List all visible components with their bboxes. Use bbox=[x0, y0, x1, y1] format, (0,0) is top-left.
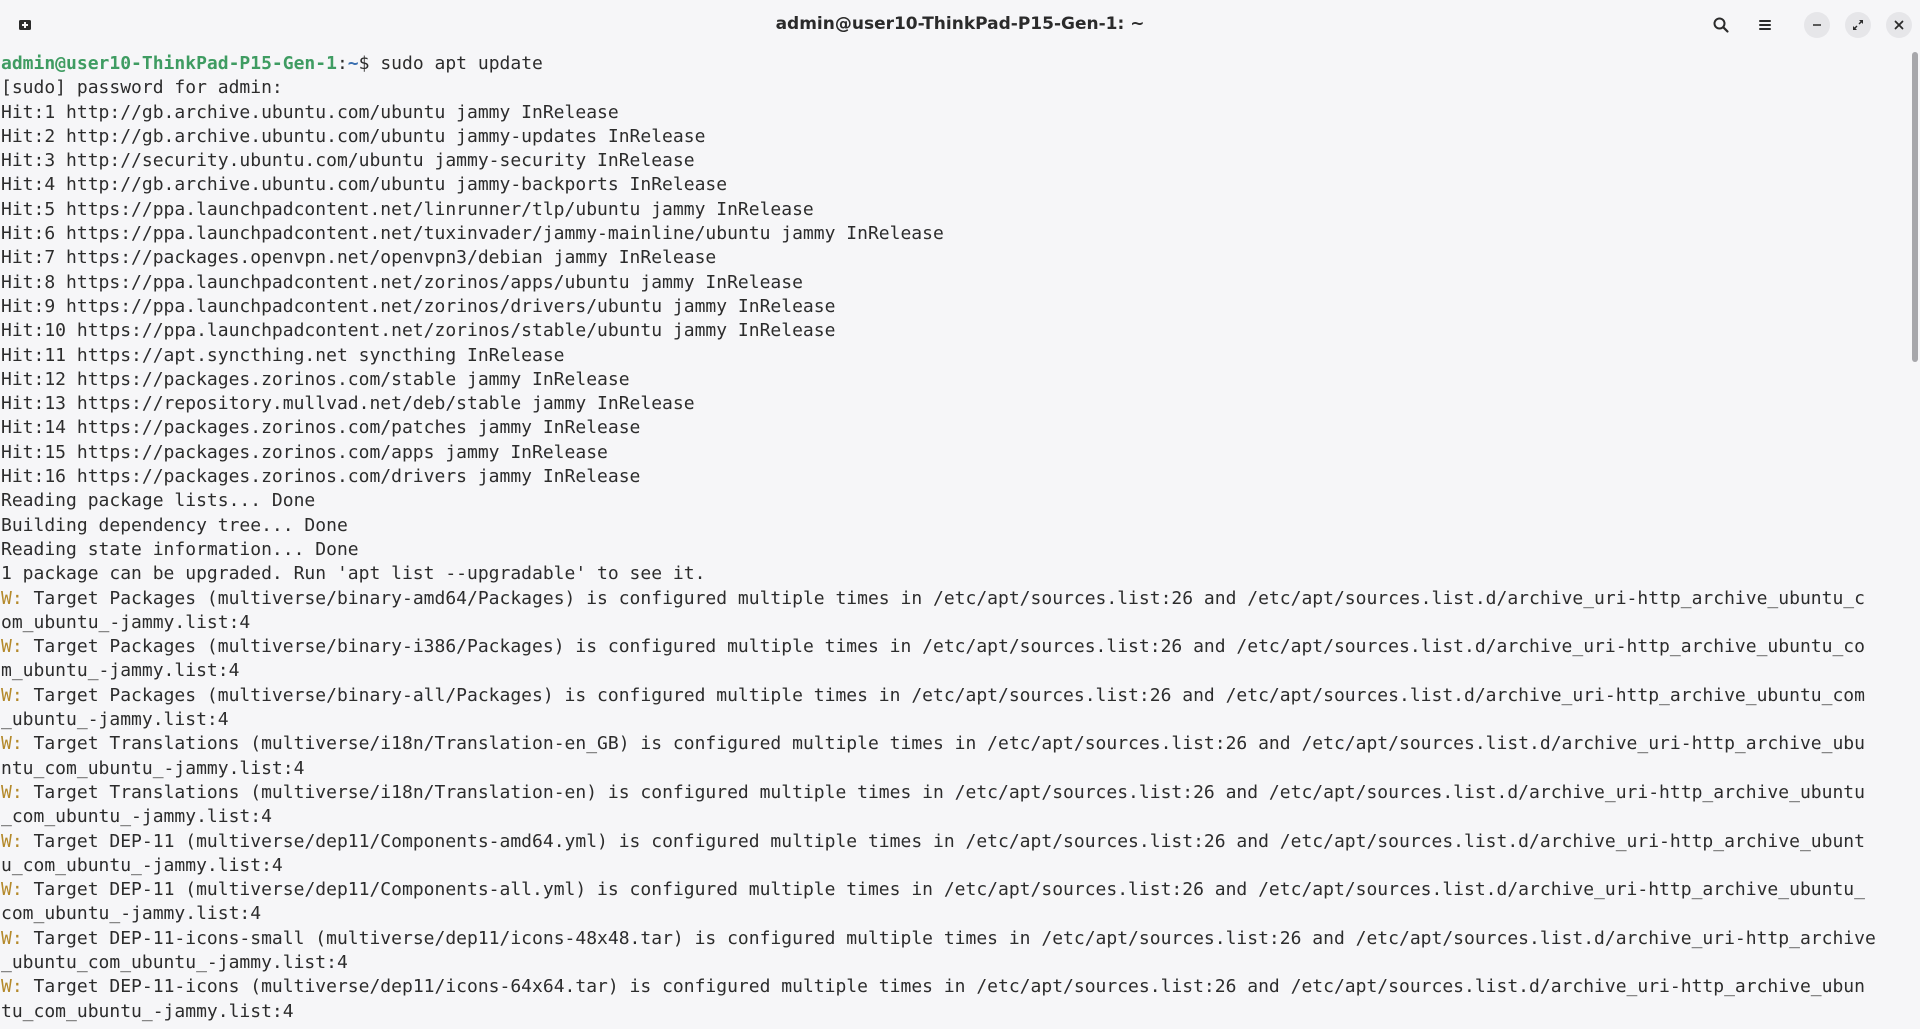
warning-line-continuation: com_ubuntu_-jammy.list:4 bbox=[1, 903, 262, 925]
warning-line-continuation: ntu_com_ubuntu_-jammy.list:4 bbox=[1, 757, 305, 779]
close-icon bbox=[1893, 19, 1905, 31]
output-line: Hit:14 https://packages.zorinos.com/patches jammy InRelease bbox=[1, 417, 641, 439]
output-line: Hit:5 https://ppa.launchpadcontent.net/linrunner/tlp/ubuntu jammy InRelease bbox=[1, 198, 814, 220]
warning-message: Target Packages (multiverse/binary-all/Packages) is configured multiple times in /etc/apt/sources.list:26 and /etc/apt/sources.list.d/archive_uri-http_archive_ubuntu_com bbox=[22, 684, 1865, 706]
warning-message: Target Packages (multiverse/binary-i386/Packages) is configured multiple times in /etc/apt/sources.list:26 and /etc/apt/sources.list.d/archive_uri-http_archive_ubuntu_co bbox=[22, 636, 1865, 658]
warning-line-continuation: _ubuntu_com_ubuntu_-jammy.list:4 bbox=[1, 951, 348, 973]
warning-line-continuation: u_com_ubuntu_-jammy.list:4 bbox=[1, 854, 283, 876]
output-line: Hit:7 https://packages.openvpn.net/openvpn3/debian jammy InRelease bbox=[1, 247, 717, 269]
scrollbar[interactable] bbox=[1910, 48, 1920, 1029]
warning-tag: W: bbox=[1, 587, 23, 609]
restore-icon bbox=[1852, 19, 1864, 31]
warning-line bbox=[0, 878, 1910, 902]
minimize-icon bbox=[1811, 19, 1823, 31]
warning-tag: W: bbox=[1, 781, 23, 803]
output-line: Building dependency tree... Done bbox=[1, 514, 348, 536]
output-line: Hit:9 https://ppa.launchpadcontent.net/zorinos/drivers/ubuntu jammy InRelease bbox=[1, 295, 836, 317]
warning-tag: W: bbox=[1, 927, 23, 949]
prompt-line bbox=[0, 52, 1910, 76]
output-line: Hit:16 https://packages.zorinos.com/drivers jammy InRelease bbox=[1, 466, 641, 488]
output-line: Hit:11 https://apt.syncthing.net syncthing InRelease bbox=[1, 344, 565, 366]
output-line: Hit:10 https://ppa.launchpadcontent.net/zorinos/stable/ubuntu jammy InRelease bbox=[1, 320, 836, 342]
warning-line-continuation: tu_com_ubuntu_-jammy.list:4 bbox=[1, 1000, 294, 1022]
prompt-separator: : bbox=[336, 53, 348, 74]
warning-tag: W: bbox=[1, 733, 23, 755]
prompt-symbol: $ bbox=[358, 53, 381, 74]
search-icon[interactable] bbox=[1708, 12, 1734, 38]
output-lines bbox=[0, 76, 1910, 586]
output-line: Reading state information... Done bbox=[1, 538, 359, 560]
warning-line-continuation: _com_ubuntu_-jammy.list:4 bbox=[1, 806, 272, 828]
warning-tag: W: bbox=[1, 636, 23, 658]
warning-line bbox=[0, 732, 1910, 756]
output-line: Hit:3 http://security.ubuntu.com/ubuntu jammy-security InRelease bbox=[1, 150, 695, 172]
restore-button[interactable] bbox=[1845, 12, 1871, 38]
warning-message: Target DEP-11 (multiverse/dep11/Components-amd64.yml) is configured multiple times in /etc/apt/sources.list:26 and /etc/apt/sources.list.d/archive_uri-http_archive_ubunt bbox=[22, 830, 1865, 852]
output-line: Hit:4 http://gb.archive.ubuntu.com/ubuntu jammy-backports InRelease bbox=[1, 174, 728, 196]
warning-message: Target Packages (multiverse/binary-amd64/Packages) is configured multiple times in /etc/apt/sources.list:26 and /etc/apt/sources.list.d/archive_uri-http_archive_ubuntu_c bbox=[22, 587, 1865, 609]
minimize-button[interactable] bbox=[1804, 12, 1830, 38]
warning-tag: W: bbox=[1, 879, 23, 901]
warning-tag: W: bbox=[1, 830, 23, 852]
title-bar[interactable] bbox=[0, 0, 1920, 48]
warning-message: Target Translations (multiverse/i18n/Translation-en_GB) is configured multiple times in /etc/apt/sources.list:26 and /etc/apt/sources.list.d/archive_uri-http_archive_ubu bbox=[22, 733, 1865, 755]
warning-line-continuation: m_ubuntu_-jammy.list:4 bbox=[1, 660, 240, 682]
output-line: Hit:12 https://packages.zorinos.com/stable jammy InRelease bbox=[1, 368, 630, 390]
warning-message: Target DEP-11-icons-small (multiverse/dep11/icons-48x48.tar) is configured multiple times in /etc/apt/sources.list:26 and /etc/apt/sources.list.d/archive_uri-http_archive bbox=[22, 927, 1876, 949]
prompt-path: ~ bbox=[347, 53, 359, 74]
prompt-user-host: admin@user10-ThinkPad-P15-Gen-1 bbox=[1, 53, 337, 74]
output-line: Hit:1 http://gb.archive.ubuntu.com/ubuntu jammy InRelease bbox=[1, 101, 619, 123]
warning-message: Target Translations (multiverse/i18n/Translation-en) is configured multiple times in /etc/apt/sources.list:26 and /etc/apt/sources.list.d/archive_uri-http_archive_ubuntu bbox=[22, 781, 1865, 803]
warning-line-continuation: om_ubuntu_-jammy.list:4 bbox=[1, 611, 251, 633]
warning-line bbox=[0, 684, 1910, 708]
output-line: Hit:6 https://ppa.launchpadcontent.net/tuxinvader/jammy-mainline/ubuntu jammy InRelease bbox=[1, 223, 944, 245]
warning-line bbox=[0, 830, 1910, 854]
output-line: Hit:8 https://ppa.launchpadcontent.net/zorinos/apps/ubuntu jammy InRelease bbox=[1, 271, 803, 293]
warning-line bbox=[0, 927, 1910, 951]
output-line: Hit:2 http://gb.archive.ubuntu.com/ubuntu jammy-updates InRelease bbox=[1, 125, 706, 147]
command-text: sudo apt update bbox=[380, 53, 543, 74]
warning-message: Target DEP-11 (multiverse/dep11/Components-all.yml) is configured multiple times in /etc/apt/sources.list:26 and /etc/apt/sources.list.d/archive_uri-http_archive_ubuntu_ bbox=[22, 879, 1865, 901]
output-line: Reading package lists... Done bbox=[1, 490, 316, 512]
warning-message: Target DEP-11-icons (multiverse/dep11/icons-64x64.tar) is configured multiple times in /etc/apt/sources.list:26 and /etc/apt/sources.list.d/archive_uri-http_archive_ubun bbox=[22, 976, 1865, 998]
warning-lines bbox=[0, 587, 1910, 1024]
scrollbar-thumb[interactable] bbox=[1912, 52, 1918, 362]
warning-tag: W: bbox=[1, 684, 23, 706]
warning-line bbox=[0, 781, 1910, 805]
close-button[interactable] bbox=[1886, 12, 1912, 38]
output-line: Hit:13 https://repository.mullvad.net/deb/stable jammy InRelease bbox=[1, 393, 695, 415]
warning-line bbox=[0, 635, 1910, 659]
warning-tag: W: bbox=[1, 976, 23, 998]
warning-line bbox=[0, 587, 1910, 611]
output-line: 1 package can be upgraded. Run 'apt list --upgradable' to see it. bbox=[1, 563, 706, 585]
output-line: [sudo] password for admin: bbox=[1, 77, 283, 99]
window-title: admin@user10-ThinkPad-P15-Gen-1: ~ bbox=[775, 14, 1145, 34]
hamburger-menu-icon[interactable] bbox=[1752, 12, 1778, 38]
warning-line bbox=[0, 975, 1910, 999]
warning-line-continuation: _ubuntu_-jammy.list:4 bbox=[1, 709, 229, 731]
output-line: Hit:15 https://packages.zorinos.com/apps jammy InRelease bbox=[1, 441, 608, 463]
terminal-output[interactable] bbox=[0, 52, 1910, 1029]
